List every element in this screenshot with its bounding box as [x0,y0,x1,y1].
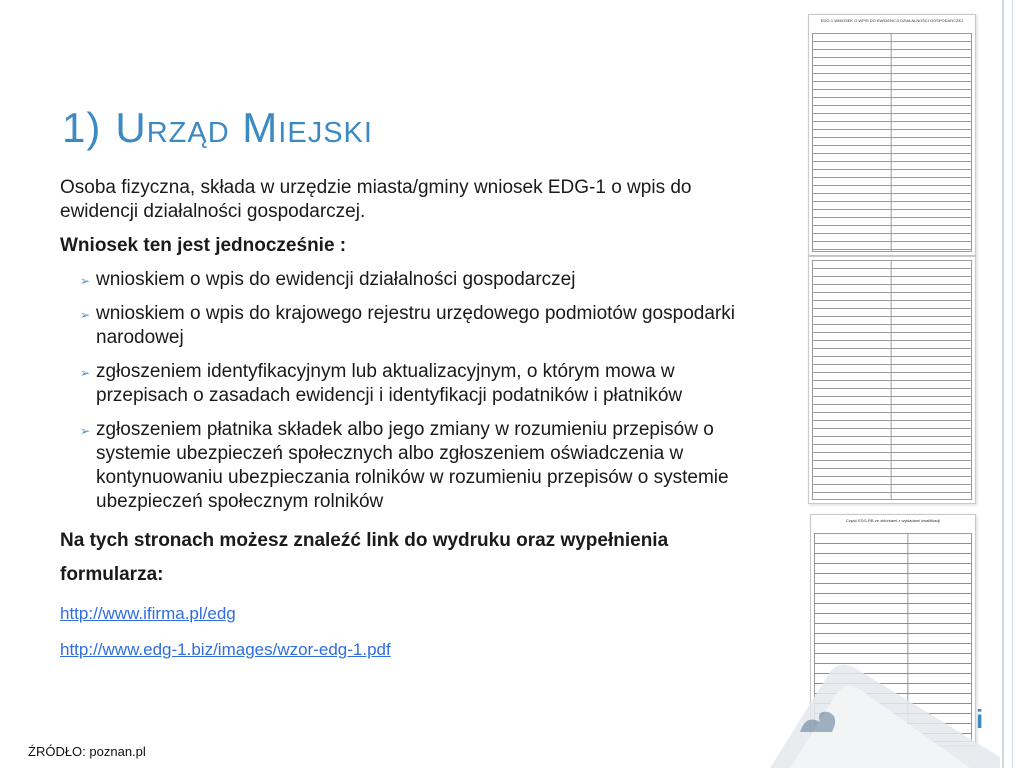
link-ifirma[interactable]: http://www.ifirma.pl/edg [60,604,236,623]
slide-content [60,176,765,674]
form-thumbnail-header: Część EDG-RB ze zbiórkami z wykładami kwalifikacji [845,518,941,523]
form-thumbnail-page-2 [808,256,976,504]
frame-line-right [1002,0,1004,768]
link-edg1-pdf[interactable]: http://www.edg-1.biz/images/wzor-edg-1.pdf [60,640,391,659]
title-text: Urząd Miejski [115,104,373,151]
list-item: ➢ wnioskiem o wpis do krajowego rejestru urzędowego podmiotów gospodarki narodowej [80,303,735,348]
form-thumbnail-grid [812,260,972,500]
arrow-bullet-icon: ➢ [80,308,91,322]
intro-text: Osoba fizyczna, składa w urzędzie miasta/gminy wniosek EDG-1 o wpis do ewidencji działalności gospodarczej. [60,177,692,222]
frame-line-right-thin [1012,0,1013,768]
form-thumbnail-header: EDG-1 WNIOSEK O WPIS DO EWIDENCJI DZIAŁALNOŚCI GOSPODARCZEJ [820,18,964,23]
arrow-bullet-icon: ➢ [80,424,91,438]
source-caption: ŹRÓDŁO: poznan.pl [28,744,146,759]
arrow-bullet-icon: ➢ [80,274,91,288]
subheading: Wniosek ten jest jednocześnie : [60,235,347,256]
form-thumbnail-page-1 [808,14,976,256]
list-item: ➢ wnioskiem o wpis do ewidencji działalności gospodarczej [60,268,765,292]
decorative-corner-shape [770,662,1000,768]
links-heading: Na tych stronach możesz znaleźć link do wydruku oraz wypełnienia formularza: [60,530,669,585]
form-thumbnail-grid [812,33,972,252]
arrow-bullet-icon: ➢ [80,366,91,380]
title-number: 1) [62,104,102,151]
page-title [62,100,373,156]
bullet-list [60,268,765,514]
list-item: ➢ zgłoszeniem płatnika składek albo jego zmiany w rozumieniu przepisów o systemie ubezpieczeń społecznych albo zgłoszeniem oświadczenia w kontynuowaniu ubezpieczania rolników w rozumieniu przepisów o systemie ubezpieczeń społecznym rolników [80,419,729,512]
list-item: ➢ zgłoszeniem identyfikacyjnym lub aktualizacyjnym, o którym mowa w przepisach o zasadach ewidencji i identyfikacji podatników i płatników [80,361,683,406]
svg-text:i: i [976,704,984,734]
